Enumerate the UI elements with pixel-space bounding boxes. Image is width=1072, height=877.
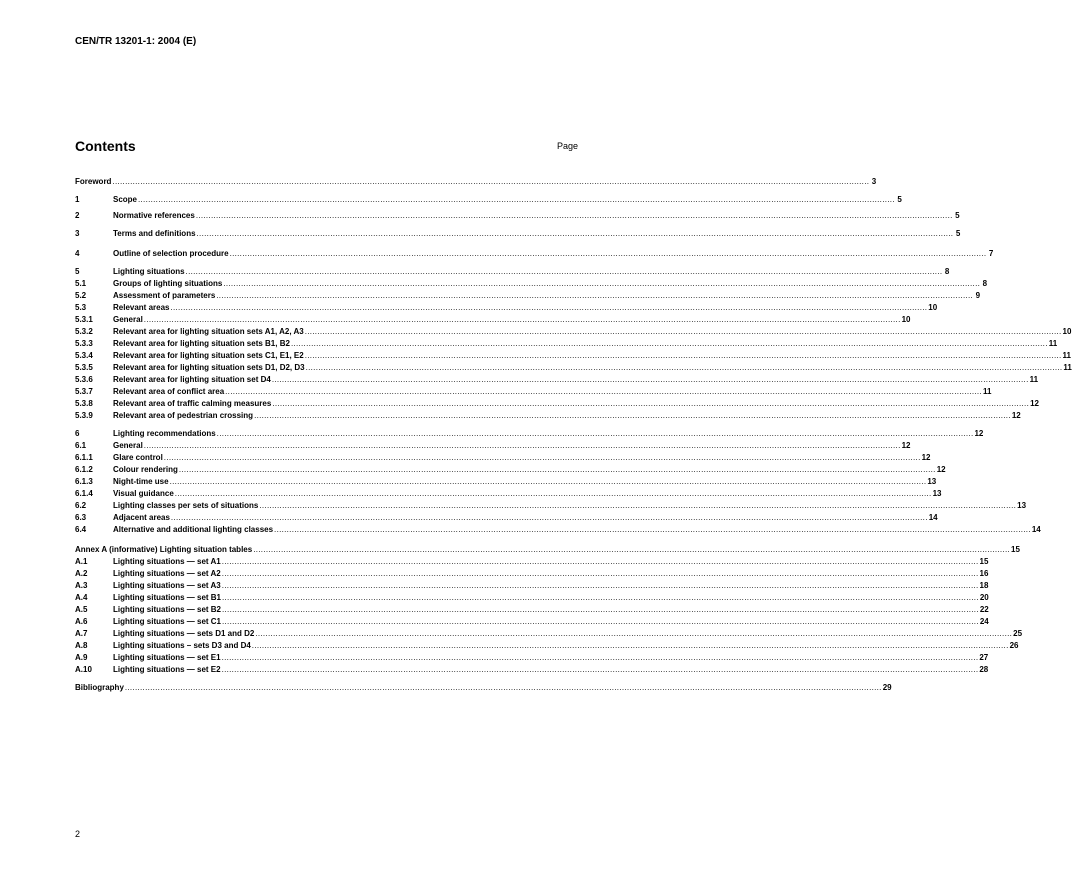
toc-entry-page: 5 <box>955 211 960 220</box>
toc-entry-title: Annex A (informative) Lighting situation tables <box>75 545 253 554</box>
toc-entry-number: 5.3.4 <box>75 351 93 360</box>
toc-entry-page: 12 <box>1030 399 1039 408</box>
toc-entry-page: 8 <box>944 267 950 276</box>
toc-entry[interactable] <box>75 569 989 579</box>
toc-entry[interactable] <box>75 195 902 205</box>
toc-entry-page: 29 <box>882 683 892 692</box>
toc-entry-number: 5.3.5 <box>75 363 93 372</box>
toc-entry-page: 10 <box>1062 327 1072 336</box>
toc-entry[interactable] <box>75 629 1023 639</box>
toc-entry-page: 12 <box>901 441 911 450</box>
toc-entry-number: A.8 <box>75 641 88 650</box>
toc-entry-page: 5 <box>955 229 961 238</box>
toc-entry-page: 13 <box>932 489 942 498</box>
dot-leader: ............................................................................................................................................................................................................................................................................................................ <box>304 351 1062 360</box>
toc-entry-page: 14 <box>1031 525 1041 534</box>
dot-leader: ............................................................................................................................................................................................................................................................................................................ <box>124 683 882 692</box>
dot-leader: ............................................................................................................................................................................................................................................................................................................ <box>196 229 954 238</box>
toc-entry[interactable] <box>75 315 911 325</box>
toc-entry-title: Relevant area of pedestrian crossing <box>113 411 254 420</box>
dot-leader: ............................................................................................................................................................................................................................................................................................................ <box>255 629 1013 638</box>
toc-entry-number: A.2 <box>75 569 88 578</box>
dot-leader: ............................................................................................................................................................................................................................................................................................................ <box>254 411 1011 420</box>
toc-entry[interactable] <box>75 363 1072 373</box>
toc-entry-title: Lighting situations — set A3 <box>113 581 221 590</box>
dot-leader: ............................................................................................................................................................................................................................................................................................................ <box>170 303 928 312</box>
dot-leader: ............................................................................................................................................................................................................................................................................................................ <box>169 477 927 486</box>
toc-entry[interactable] <box>75 267 950 277</box>
toc-entry-title: Assessment of parameters <box>113 291 216 300</box>
dot-leader: ............................................................................................................................................................................................................................................................................................................ <box>221 581 979 590</box>
dot-leader: ............................................................................................................................................................................................................................................................................................................ <box>222 605 979 614</box>
toc-entry-number: 5 <box>75 267 80 276</box>
toc-entry-title: Lighting situations — set B2 <box>113 605 222 614</box>
toc-entry-number: 3 <box>75 229 80 238</box>
toc-entry[interactable] <box>75 229 961 239</box>
toc-entry-title: Adjacent areas <box>113 513 170 522</box>
dot-leader: ............................................................................................................................................................................................................................................................................................................ <box>163 453 921 462</box>
toc-entry-page: 22 <box>979 605 989 614</box>
toc-entry-number: 4 <box>75 249 80 258</box>
toc-entry-page: 10 <box>901 315 911 324</box>
dot-leader: ............................................................................................................................................................................................................................................................................................................ <box>216 429 974 438</box>
toc-entry[interactable] <box>75 641 1019 651</box>
dot-leader: ............................................................................................................................................................................................................................................................................................................ <box>290 339 1048 348</box>
toc-entry-title: Colour rendering <box>113 465 178 474</box>
toc-entry[interactable] <box>75 465 946 475</box>
toc-entry-title: Relevant area for lighting situation sets B1, B2 <box>113 339 290 348</box>
toc-entry-page: 11 <box>1063 363 1072 372</box>
dot-leader: ............................................................................................................................................................................................................................................................................................................ <box>138 195 895 204</box>
toc-entry[interactable] <box>75 351 1071 361</box>
toc-entry[interactable] <box>75 557 989 567</box>
toc-entry-number: 5.3.7 <box>75 387 93 396</box>
toc-entry-page: 12 <box>921 453 931 462</box>
toc-entry-title: Normative references <box>113 211 195 220</box>
toc-entry-number: A.6 <box>75 617 88 626</box>
toc-entry-number: 2 <box>75 211 80 220</box>
toc-entry[interactable] <box>75 525 1041 535</box>
toc-entry-title: Relevant areas <box>113 303 170 312</box>
toc-entry-title: Relevant area of traffic calming measures <box>113 399 272 408</box>
dot-leader: ............................................................................................................................................................................................................................................................................................................ <box>223 279 981 288</box>
toc-entry[interactable] <box>75 501 1027 511</box>
toc-entry-title: Lighting classes per sets of situations <box>113 501 259 510</box>
toc-entry-title: Relevant area for lighting situation set D4 <box>113 375 271 384</box>
toc-entry-page: 10 <box>928 303 938 312</box>
toc-entry-title: Alternative and additional lighting classes <box>113 525 274 534</box>
toc-entry-title: Lighting situations — set A2 <box>113 569 221 578</box>
toc-entry[interactable] <box>75 303 938 313</box>
dot-leader: ............................................................................................................................................................................................................................................................................................................ <box>274 525 1031 534</box>
dot-leader: ............................................................................................................................................................................................................................................................................................................ <box>304 327 1062 336</box>
dot-leader: ............................................................................................................................................................................................................................................................................................................ <box>253 545 1010 554</box>
toc-entry-page: 20 <box>979 593 989 602</box>
toc-entry-page: 26 <box>1009 641 1019 650</box>
toc-entry-number: 5.3.6 <box>75 375 93 384</box>
dot-leader: ............................................................................................................................................................................................................................................................................................................ <box>229 249 987 258</box>
toc-entry-number: 6.2 <box>75 501 87 510</box>
toc-entry-page: 13 <box>1017 501 1027 510</box>
toc-entry-number: A.3 <box>75 581 88 590</box>
dot-leader: ............................................................................................................................................................................................................................................................................................................ <box>271 375 1029 384</box>
toc-entry-page: 5 <box>897 195 902 204</box>
toc-entry[interactable] <box>75 249 994 259</box>
toc-entry-title: Lighting situations — set B1 <box>113 593 222 602</box>
toc-entry-number: 6.1.1 <box>75 453 93 462</box>
toc-entry[interactable] <box>75 387 992 397</box>
toc-entry-number: 6.1.4 <box>75 489 93 498</box>
toc-entry-title: Groups of lighting situations <box>113 279 223 288</box>
toc-entry-number: 6.1.3 <box>75 477 93 486</box>
toc-entry-page: 8 <box>982 279 988 288</box>
toc-entry-number: A.7 <box>75 629 88 638</box>
dot-leader: ............................................................................................................................................................................................................................................................................................................ <box>174 489 932 498</box>
dot-leader: ............................................................................................................................................................................................................................................................................................................ <box>272 399 1030 408</box>
toc-entry-page: 9 <box>975 291 981 300</box>
dot-leader: ............................................................................................................................................................................................................................................................................................................ <box>251 641 1009 650</box>
toc-entry[interactable] <box>75 411 1021 421</box>
dot-leader: ............................................................................................................................................................................................................................................................................................................ <box>221 665 979 674</box>
dot-leader: ............................................................................................................................................................................................................................................................................................................ <box>259 501 1017 510</box>
toc-entry-page: 14 <box>928 513 938 522</box>
toc-entry[interactable] <box>75 513 938 523</box>
toc-entry-title: Scope <box>113 195 138 204</box>
dot-leader: ............................................................................................................................................................................................................................................................................................................ <box>178 465 936 474</box>
toc-entry-page: 25 <box>1013 629 1023 638</box>
toc-entry-page: 15 <box>1011 545 1020 554</box>
toc-entry-title: Night-time use <box>113 477 169 486</box>
toc-entry-page: 28 <box>979 665 989 674</box>
dot-leader: ............................................................................................................................................................................................................................................................................................................ <box>221 653 979 662</box>
toc-entry-page: 24 <box>979 617 989 626</box>
dot-leader: ............................................................................................................................................................................................................................................................................................................ <box>216 291 974 300</box>
toc-entry-title: Lighting situations — sets D1 and D2 <box>113 629 255 638</box>
toc-entry-title: Bibliography <box>75 683 124 692</box>
toc-entry-number: 1 <box>75 195 80 204</box>
dot-leader: ............................................................................................................................................................................................................................................................................................................ <box>170 513 928 522</box>
toc-entry-number: 6.4 <box>75 525 87 534</box>
toc-entry-page: 11 <box>1062 351 1071 360</box>
page-number: 2 <box>75 829 81 839</box>
toc-entry[interactable] <box>75 375 1039 385</box>
toc-entry-title: Relevant area for lighting situation sets C1, E1, E2 <box>113 351 304 360</box>
toc-entry[interactable] <box>75 477 937 487</box>
toc-entry-page: 15 <box>979 557 989 566</box>
toc-entry[interactable] <box>75 177 877 187</box>
toc-entry-title: Lighting situations — set E2 <box>113 665 221 674</box>
toc-entry[interactable] <box>75 683 892 693</box>
toc-entry-title: Lighting situations — set E1 <box>113 653 221 662</box>
dot-leader: ............................................................................................................................................................................................................................................................................................................ <box>185 267 943 276</box>
toc-entry-number: A.1 <box>75 557 88 566</box>
toc-entry-page: 12 <box>936 465 946 474</box>
dot-leader: ............................................................................................................................................................................................................................................................................................................ <box>143 441 901 450</box>
toc-entry-title: Lighting situations — set C1 <box>113 617 222 626</box>
toc-entry-page: 11 <box>982 387 992 396</box>
toc-entry-number: A.10 <box>75 665 92 674</box>
toc-entry-title: Relevant area of conflict area <box>113 387 225 396</box>
toc-entry-number: 5.2 <box>75 291 87 300</box>
toc-entry-number: 6.3 <box>75 513 87 522</box>
dot-leader: ............................................................................................................................................................................................................................................................................................................ <box>221 557 979 566</box>
toc-entry-number: 5.3 <box>75 303 87 312</box>
dot-leader: ............................................................................................................................................................................................................................................................................................................ <box>225 387 982 396</box>
toc-entry[interactable] <box>75 327 1072 337</box>
dot-leader: ............................................................................................................................................................................................................................................................................................................ <box>222 593 979 602</box>
toc-entry[interactable] <box>75 545 1020 555</box>
toc-entry[interactable] <box>75 399 1039 409</box>
toc-entry-title: Foreword <box>75 177 112 186</box>
toc-entry-page: 3 <box>871 177 877 186</box>
contents-title: Contents <box>75 138 136 154</box>
document-header: CEN/TR 13201-1: 2004 (E) <box>75 36 197 47</box>
toc-entry-page: 27 <box>979 653 989 662</box>
page-column-label: Page <box>557 141 579 151</box>
toc-entry-title: Outline of selection procedure <box>113 249 229 258</box>
toc-entry[interactable] <box>75 211 960 221</box>
toc-entry-title: Relevant area for lighting situation sets A1, A2, A3 <box>113 327 304 336</box>
toc-entry[interactable] <box>75 429 984 439</box>
toc-entry[interactable] <box>75 617 989 627</box>
toc-entry-page: 18 <box>979 581 989 590</box>
dot-leader: ............................................................................................................................................................................................................................................................................................................ <box>305 363 1063 372</box>
toc-entry[interactable] <box>75 441 911 451</box>
toc-entry-title: Lighting situations – sets D3 and D4 <box>113 641 251 650</box>
toc-entry[interactable] <box>75 339 1058 349</box>
toc-entry[interactable] <box>75 653 989 663</box>
toc-entry-title: General <box>113 315 143 324</box>
toc-entry[interactable] <box>75 593 989 603</box>
toc-entry-page: 12 <box>1011 411 1021 420</box>
toc-entry-number: 5.3.9 <box>75 411 93 420</box>
toc-entry-number: A.9 <box>75 653 88 662</box>
toc-entry-number: 6.1.2 <box>75 465 93 474</box>
toc-entry[interactable] <box>75 291 981 301</box>
toc-entry-title: Glare control <box>113 453 163 462</box>
toc-entry-title: Visual guidance <box>113 489 174 498</box>
dot-leader: ............................................................................................................................................................................................................................................................................................................ <box>222 617 979 626</box>
toc-entry-number: 6.1 <box>75 441 87 450</box>
toc-entry-number: 6 <box>75 429 80 438</box>
toc-entry-number: A.5 <box>75 605 88 614</box>
toc-entry-title: Lighting recommendations <box>113 429 216 438</box>
toc-entry[interactable] <box>75 605 989 615</box>
toc-entry-page: 12 <box>974 429 984 438</box>
toc-entry-title: General <box>113 441 143 450</box>
toc-entry-page: 11 <box>1029 375 1039 384</box>
toc-entry[interactable] <box>75 581 989 591</box>
toc-entry-number: A.4 <box>75 593 88 602</box>
toc-entry-number: 5.3.3 <box>75 339 93 348</box>
toc-entry[interactable] <box>75 279 988 289</box>
toc-entry-page: 7 <box>988 249 994 258</box>
toc-entry-page: 13 <box>927 477 937 486</box>
toc-entry-number: 5.3.2 <box>75 327 93 336</box>
toc-entry[interactable] <box>75 665 989 675</box>
toc-entry-title: Lighting situations — set A1 <box>113 557 221 566</box>
toc-entry[interactable] <box>75 489 942 499</box>
dot-leader: ............................................................................................................................................................................................................................................................................................................ <box>143 315 901 324</box>
toc-entry[interactable] <box>75 453 931 463</box>
toc-entry-number: 5.1 <box>75 279 87 288</box>
toc-entry-number: 5.3.1 <box>75 315 93 324</box>
toc-entry-number: 5.3.8 <box>75 399 93 408</box>
dot-leader: ............................................................................................................................................................................................................................................................................................................ <box>195 211 953 220</box>
toc-entry-title: Terms and definitions <box>113 229 196 238</box>
dot-leader: ............................................................................................................................................................................................................................................................................................................ <box>221 569 979 578</box>
toc-entry-page: 16 <box>979 569 989 578</box>
dot-leader: ............................................................................................................................................................................................................................................................................................................ <box>112 177 870 186</box>
toc-entry-title: Relevant area for lighting situation sets D1, D2, D3 <box>113 363 305 372</box>
toc-entry-page: 11 <box>1048 339 1058 348</box>
toc-entry-title: Lighting situations <box>113 267 185 276</box>
